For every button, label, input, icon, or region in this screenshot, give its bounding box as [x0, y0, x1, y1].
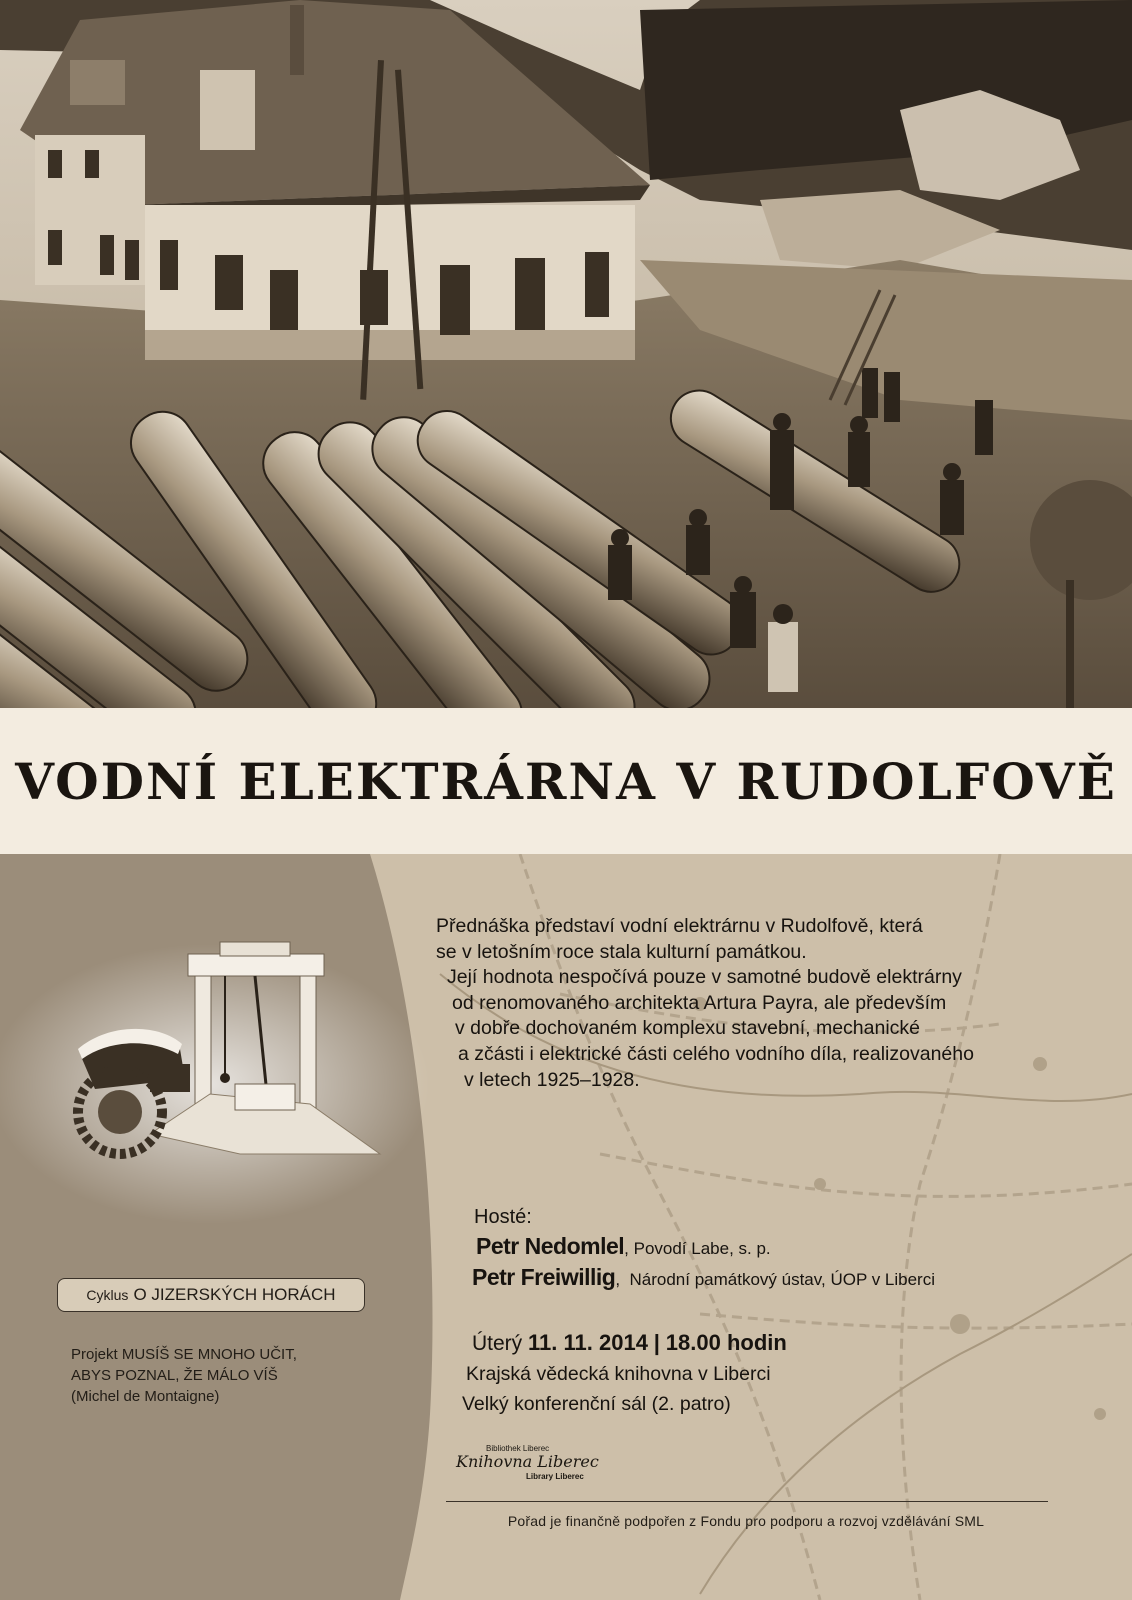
lower-section	[0, 854, 1132, 1600]
power-plant-construction-photo	[0, 0, 1132, 708]
project-note	[71, 1344, 401, 1407]
title-band	[0, 708, 1132, 854]
logo-top-text: Bibliothek Liberec	[486, 1444, 550, 1453]
guest-affiliation: , Povodí Labe, s. p.	[624, 1239, 771, 1258]
event-datetime	[472, 1328, 1102, 1359]
event-day: Úterý	[472, 1332, 523, 1355]
cycle-name: O JIZERSKÝCH HORÁCH	[133, 1285, 336, 1304]
left-panel	[0, 854, 440, 1600]
guests-block	[474, 1206, 1114, 1291]
description-line: v letech 1925–1928.	[464, 1068, 640, 1091]
guest-row	[472, 1264, 1114, 1291]
left-panel-shape	[0, 854, 440, 1600]
event-date: 11. 11. 2014	[528, 1330, 648, 1355]
event-venue: Krajská vědecká knihovna v Liberci	[466, 1363, 771, 1385]
event-room: Velký konferenční sál (2. patro)	[462, 1393, 731, 1415]
event-time: 18.00 hodin	[665, 1330, 787, 1355]
lecture-description	[424, 914, 1084, 1093]
guest-affiliation: , Národní památkový ústav, ÚOP v Liberci	[615, 1270, 935, 1289]
funding-note: Pořad je finančně podpořen z Fondu pro podporu a rozvoj vzdělávání SML	[507, 1513, 985, 1529]
logo-bottom-text: Library Liberec	[526, 1472, 584, 1481]
description-line: Přednáška představí vodní elektrárnu v Rudolfově, která	[436, 915, 923, 937]
library-logo	[456, 1444, 606, 1484]
cycle-label-box	[57, 1278, 365, 1312]
event-details	[462, 1328, 1102, 1419]
guest-name: Petr Nedomlel	[476, 1233, 625, 1259]
description-line: od renomovaného architekta Artura Payra, ale především	[452, 991, 947, 1014]
historic-photo	[0, 0, 1132, 708]
description-line: se v letošním roce stala kulturní památkou.	[436, 940, 807, 963]
cycle-prefix: Cyklus	[86, 1287, 129, 1303]
description-line: Její hodnota nespočívá pouze v samotné budově elektrárny	[447, 966, 962, 989]
project-line-2: ABYS POZNAL, ŽE MÁLO VÍŠ	[71, 1367, 278, 1384]
description-line: v dobře dochovaném komplexu stavební, mechanické	[455, 1017, 921, 1040]
project-author: (Michel de Montaigne)	[71, 1388, 220, 1405]
footer-divider	[446, 1501, 1048, 1502]
guest-row	[476, 1233, 1114, 1260]
description-line: a zčásti i elektrické části celého vodního díla, realizovaného	[458, 1042, 974, 1065]
project-line-1: Projekt MUSÍŠ SE MNOHO UČIT,	[71, 1346, 297, 1363]
logo-main-text: Knihovna Liberec	[456, 1452, 599, 1471]
guests-label: Hosté:	[474, 1206, 532, 1228]
event-separator: |	[653, 1330, 660, 1355]
guest-name: Petr Freiwillig	[472, 1264, 616, 1290]
poster-title: VODNÍ ELEKTRÁRNA V RUDOLFOVĚ	[15, 751, 1117, 811]
